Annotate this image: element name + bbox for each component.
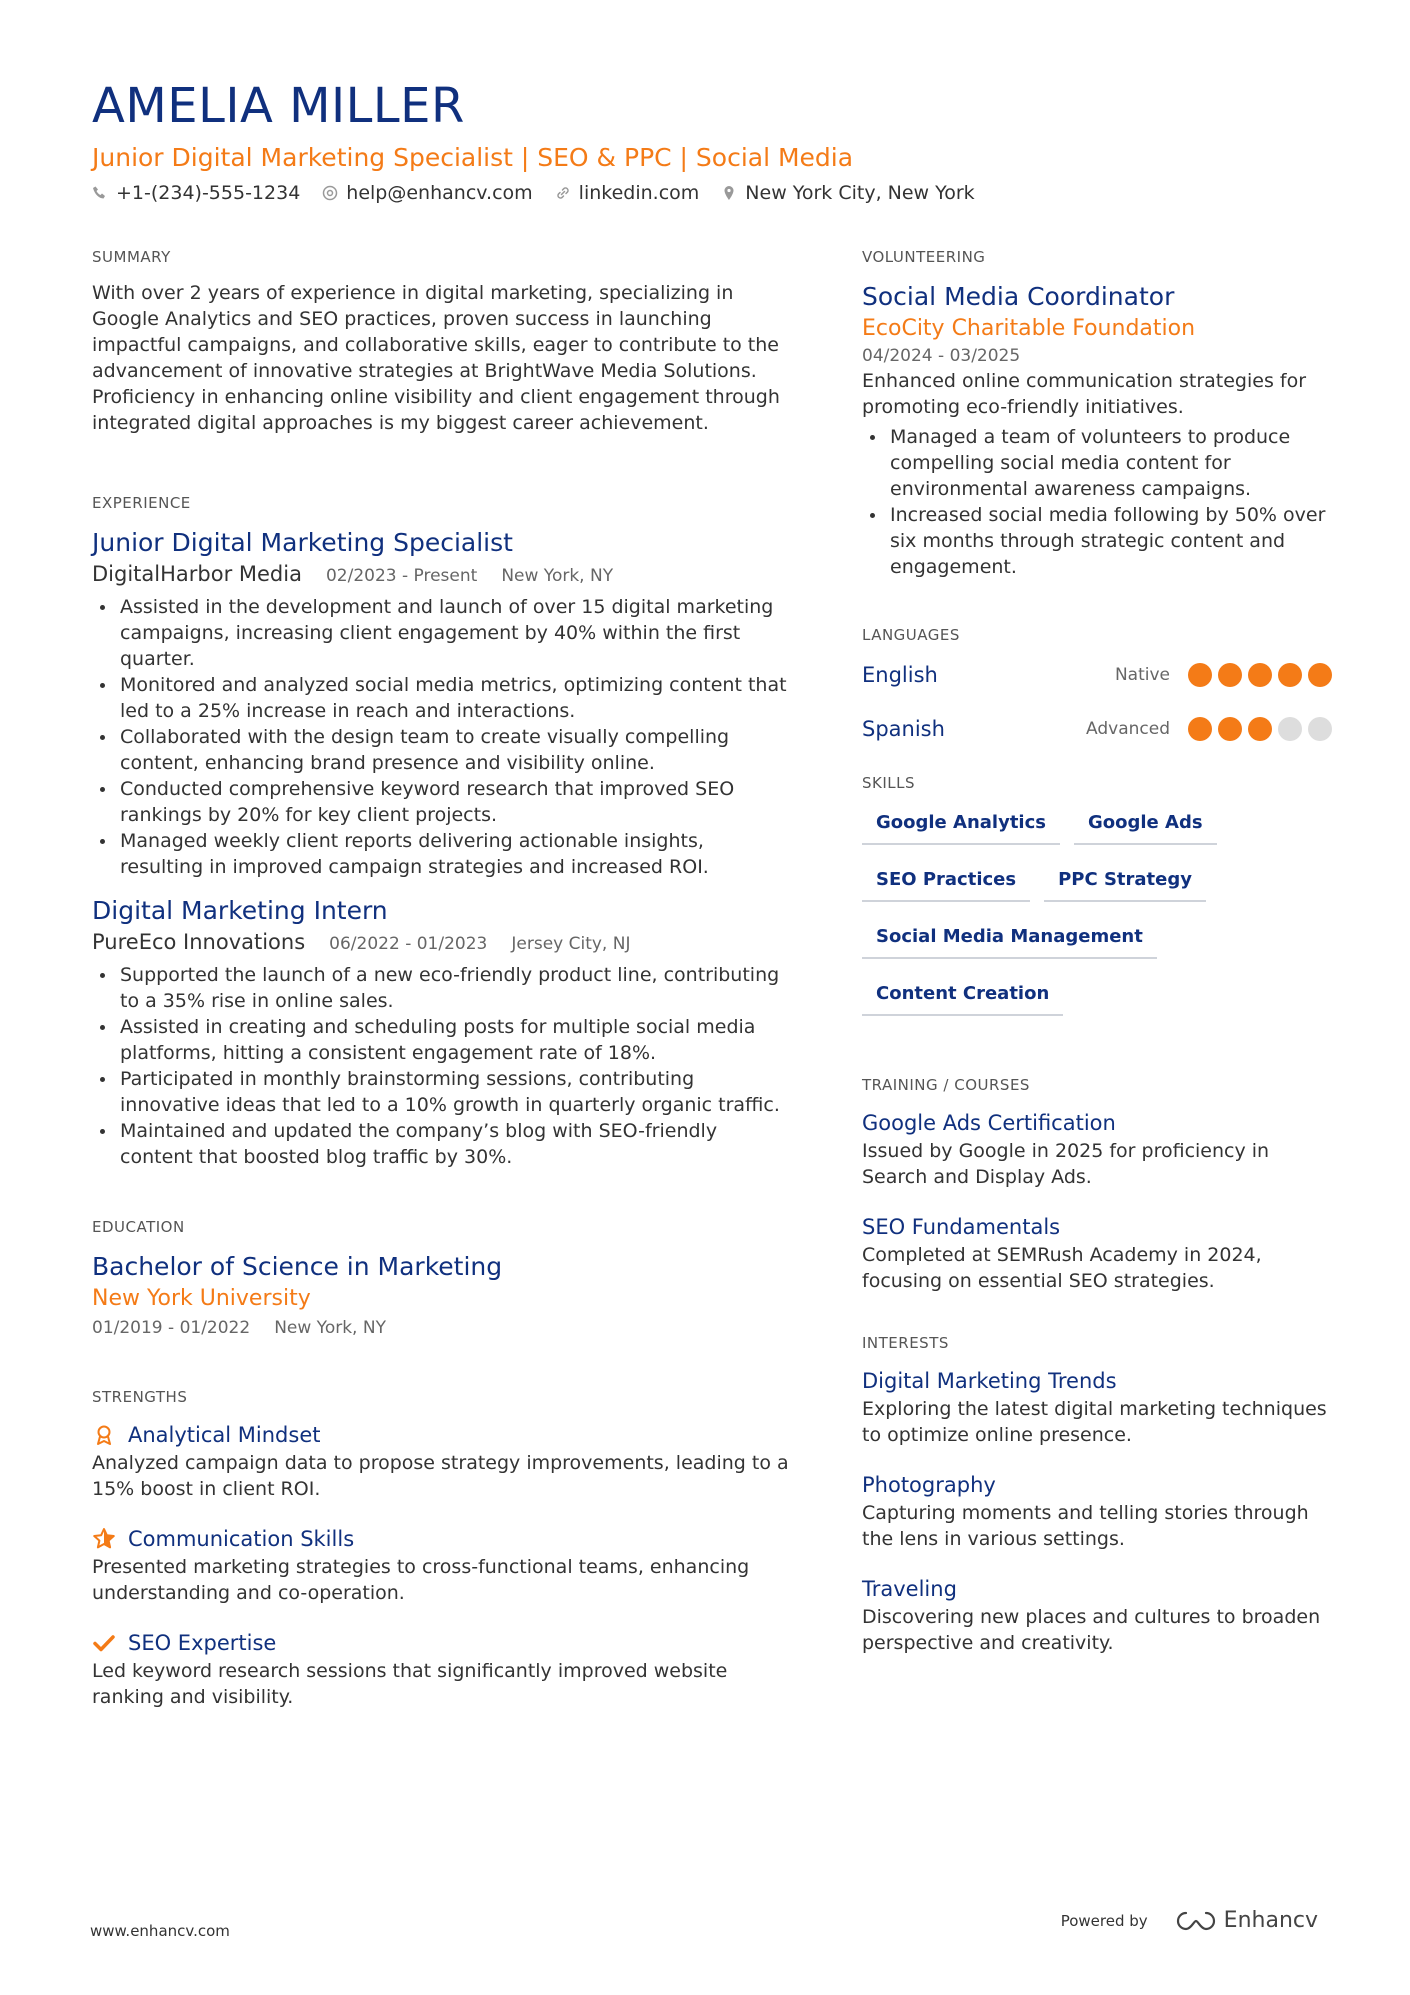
language-name: Spanish [862,717,945,741]
email-text: help@enhancv.com [346,182,533,204]
volunteering-heading: VOLUNTEERING [862,248,986,266]
language-rating [1182,663,1332,687]
summary-text: With over 2 years of experience in digital marketing, specializing in Google Analytics and SEO practices, proven success in launching impactful campaigns, and collaborative skills, eager to contribute to the advancement of innovative strategies at BrightWave Media Solutions. Proficiency in enhancing online visibility and client engagement through integrated digital approaches is my biggest career achievement. [92,282,780,434]
education-school: New York University [92,1286,311,1311]
contact-phone [92,182,300,204]
skill-tag: Content Creation [862,977,1063,1016]
bullet-item: Managed weekly client reports delivering actionable insights, resulting in improved campaign strategies and increased ROI. [92,828,792,880]
education-location: New York, NY [274,1318,386,1338]
strength-title-row [92,1524,792,1554]
job-meta [92,928,792,958]
strength-title: Communication Skills [128,1527,355,1551]
education-degree: Bachelor of Science in Marketing [92,1252,503,1281]
skills-section [862,772,1332,1034]
phone-text: +1-(234)-555-1234 [116,182,301,204]
job-bullets [92,594,792,880]
rating-dot-filled [1218,717,1242,741]
experience-heading: EXPERIENCE [92,494,191,512]
training-item [862,1108,1332,1190]
skill-tag: Social Media Management [862,920,1157,959]
languages-heading: LANGUAGES [862,626,960,644]
strengths-heading: STRENGTHS [92,1388,188,1406]
language-level: Advanced [1086,719,1170,739]
strength-item [92,1628,792,1710]
volunteer-org: EcoCity Charitable Foundation [862,316,1196,341]
languages-section [862,624,1332,746]
skills-heading: SKILLS [862,774,916,792]
volunteer-dates: 04/2024 - 03/2025 [862,346,1021,366]
location-pin-icon [721,185,737,201]
training-section [862,1074,1332,1294]
link-icon [555,185,571,201]
language-rating [1182,717,1332,741]
job-role: Digital Marketing Intern [92,896,388,925]
job-location: Jersey City, NJ [511,934,631,954]
enhancv-logo-icon [1176,1910,1216,1932]
skills-list [862,806,1332,1034]
volunteer-role: Social Media Coordinator [862,282,1175,311]
rating-dot-filled [1308,663,1332,687]
volunteer-bullets [862,424,1332,580]
award-icon [92,1423,116,1447]
interest-title: Photography [862,1473,996,1497]
bullet-item: Assisted in the development and launch of over 15 digital marketing campaigns, increasing client engagement by 40% within the first quarter. [92,594,792,672]
candidate-title: Junior Digital Marketing Specialist | SEO & PPC | Social Media [92,143,854,172]
skill-tag: Google Analytics [862,806,1060,845]
contact-email[interactable] [322,182,532,204]
interests-section [862,1332,1332,1656]
phone-icon [92,185,108,201]
education-section [92,1216,792,1342]
bullet-item: Monitored and analyzed social media metrics, optimizing content that led to a 25% increase in reach and interactions. [92,672,792,724]
location-text: New York City, New York [745,182,975,204]
strength-title-row [92,1420,792,1450]
language-name: English [862,663,938,687]
experience-item [92,894,792,1170]
rating-dot-filled [1188,717,1212,741]
linkedin-text: linkedin.com [578,182,700,204]
job-company: PureEco Innovations [92,930,306,954]
rating-dot-empty [1308,717,1332,741]
language-item [862,712,1332,746]
check-icon [92,1631,116,1655]
education-dates: 01/2019 - 01/2022 [92,1318,251,1338]
strength-item [92,1524,792,1606]
volunteering-section [862,246,1332,580]
strength-text: Presented marketing strategies to cross-functional teams, enhancing understanding and co-operation. [92,1556,750,1604]
languages-list [862,658,1332,746]
right-column [862,246,1332,1712]
rating-dot-filled [1218,663,1242,687]
resume-header [92,78,1322,204]
bullet-item: Maintained and updated the company’s blog with SEO-friendly content that boosted blog traffic by 30%. [92,1118,792,1170]
summary-heading: SUMMARY [92,248,171,266]
job-meta [92,560,792,590]
education-meta [92,1314,792,1342]
job-dates: 06/2022 - 01/2023 [329,934,488,954]
powered-by-text: Powered by [1060,1911,1148,1930]
rating-dot-filled [1188,663,1212,687]
interests-heading: INTERESTS [862,1334,949,1352]
interest-text: Exploring the latest digital marketing techniques to optimize online presence. [862,1398,1327,1446]
job-location: New York, NY [501,566,614,586]
candidate-name: AMELIA MILLER [92,78,465,134]
interest-text: Capturing moments and telling stories through the lens in various settings. [862,1502,1309,1550]
interest-title: Traveling [862,1577,957,1601]
training-item [862,1212,1332,1294]
rating-dot-filled [1248,663,1272,687]
volunteer-description: Enhanced online communication strategies for promoting eco-friendly initiatives. [862,370,1307,418]
job-role: Junior Digital Marketing Specialist [92,528,513,557]
bullet-item: Conducted comprehensive keyword research that improved SEO rankings by 20% for key client projects. [92,776,792,828]
bullet-item: Increased social media following by 50% over six months through strategic content and engagement. [862,502,1332,580]
interest-item [862,1574,1332,1656]
strength-title: Analytical Mindset [128,1423,321,1447]
footer-branding [1061,1908,1318,1933]
experience-item [92,526,792,880]
interest-item [862,1366,1332,1448]
bullet-item: Managed a team of volunteers to produce compelling social media content for environmental awareness campaigns. [862,424,1332,502]
strength-text: Analyzed campaign data to propose strategy improvements, leading to a 15% boost in client ROI. [92,1452,789,1500]
summary-section [92,246,792,436]
left-column [92,246,792,1766]
contact-location [721,182,974,204]
training-heading: TRAINING / COURSES [862,1076,1030,1094]
rating-dot-filled [1278,663,1302,687]
contact-linkedin[interactable] [555,182,700,204]
star-icon [92,1527,116,1551]
strength-item [92,1420,792,1502]
bullet-item: Collaborated with the design team to create visually compelling content, enhancing brand presence and visibility online. [92,724,792,776]
skill-tag: Google Ads [1074,806,1217,845]
at-icon [322,185,338,201]
strengths-section [92,1386,792,1710]
interest-text: Discovering new places and cultures to broaden perspective and creativity. [862,1606,1321,1654]
training-text: Completed at SEMRush Academy in 2024, focusing on essential SEO strategies. [862,1244,1262,1292]
brand-name: Enhancv [1223,1908,1318,1933]
training-title: Google Ads Certification [862,1111,1116,1135]
bullet-item: Assisted in creating and scheduling posts for multiple social media platforms, hitting a consistent engagement rate of 18%. [92,1014,792,1066]
contact-bar [92,182,1322,204]
interest-item [862,1470,1332,1552]
interest-title: Digital Marketing Trends [862,1369,1117,1393]
rating-dot-empty [1278,717,1302,741]
language-item [862,658,1332,692]
bullet-item: Participated in monthly brainstorming sessions, contributing innovative ideas that led to a 10% growth in quarterly organic traffic. [92,1066,792,1118]
language-level: Native [1114,665,1170,685]
strength-title-row [92,1628,792,1658]
job-bullets [92,962,792,1170]
footer-website[interactable]: www.enhancv.com [90,1922,230,1940]
job-dates: 02/2023 - Present [325,566,478,586]
training-title: SEO Fundamentals [862,1215,1061,1239]
brand-logo[interactable] [1176,1908,1318,1933]
skill-tag: PPC Strategy [1044,863,1206,902]
experience-section [92,492,792,1170]
bullet-item: Supported the launch of a new eco-friendly product line, contributing to a 35% rise in online sales. [92,962,792,1014]
strength-text: Led keyword research sessions that significantly improved website ranking and visibility. [92,1660,728,1708]
skill-tag: SEO Practices [862,863,1030,902]
training-text: Issued by Google in 2025 for proficiency in Search and Display Ads. [862,1140,1270,1188]
strength-title: SEO Expertise [128,1631,277,1655]
job-company: DigitalHarbor Media [92,562,302,586]
education-heading: EDUCATION [92,1218,185,1236]
rating-dot-filled [1248,717,1272,741]
